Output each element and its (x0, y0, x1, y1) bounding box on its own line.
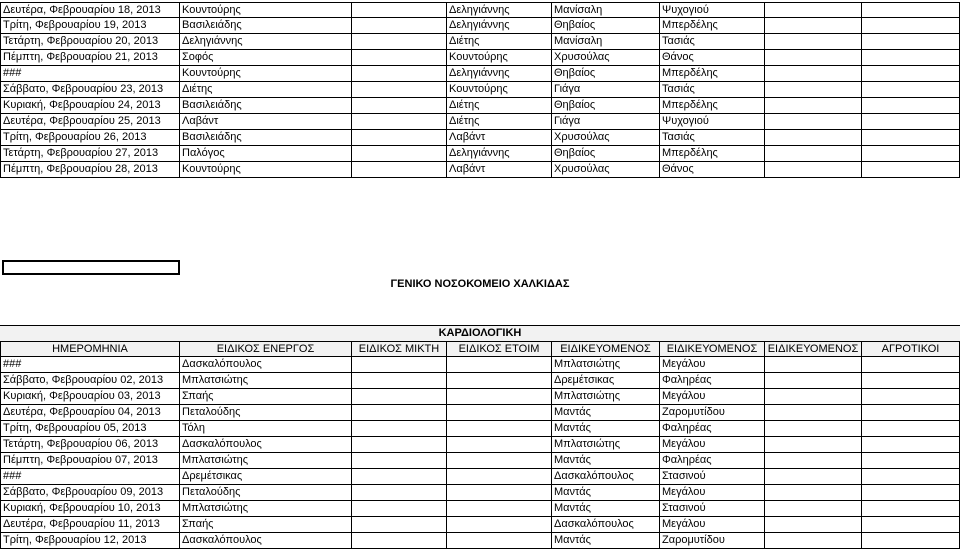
cardiology-row (0, 357, 960, 373)
staff-cell[interactable] (352, 453, 447, 469)
staff-cell[interactable]: Βασιλειάδης (180, 18, 352, 34)
staff-cell[interactable] (352, 2, 447, 18)
cardiology-row (0, 405, 960, 421)
staff-cell[interactable]: Κουντούρης (180, 66, 352, 82)
staff-cell[interactable]: Μαντάς (552, 533, 660, 549)
date-cell[interactable]: Δευτέρα, Φεβρουαρίου 04, 2013 (0, 405, 180, 421)
staff-cell[interactable]: Βασιλειάδης (180, 130, 352, 146)
staff-cell[interactable] (862, 130, 960, 146)
date-cell[interactable]: Σάββατο, Φεβρουαρίου 02, 2013 (0, 373, 180, 389)
staff-cell[interactable]: Δρεμέτσικας (180, 469, 352, 485)
column-header[interactable]: ΑΓΡΟΤΙΚΟΙ (862, 341, 960, 357)
staff-cell[interactable] (352, 389, 447, 405)
hospital-title: ΓΕΝΙΚΟ ΝΟΣΟΚΟΜΕΙΟ ΧΑΛΚΙΔΑΣ (390, 278, 570, 290)
staff-cell[interactable]: Κουντούρης (447, 50, 552, 66)
staff-cell[interactable]: Θηβαίος (552, 66, 660, 82)
staff-cell[interactable]: Δρεμέτσικας (552, 373, 660, 389)
date-cell[interactable]: Σάββατο, Φεβρουαρίου 09, 2013 (0, 485, 180, 501)
staff-cell[interactable] (352, 469, 447, 485)
staff-cell[interactable]: Θηβαίος (552, 146, 660, 162)
staff-cell[interactable] (447, 533, 552, 549)
cardiology-row (0, 373, 960, 389)
date-cell[interactable]: Κυριακή, Φεβρουαρίου 03, 2013 (0, 389, 180, 405)
schedule-row (0, 114, 960, 130)
staff-cell[interactable] (352, 114, 447, 130)
cardiology-row (0, 485, 960, 501)
staff-cell[interactable]: Μπερδέλης (660, 66, 765, 82)
column-header[interactable]: ΕΙΔΙΚΟΣ ΜΙΚΤΗ (352, 341, 447, 357)
staff-cell[interactable] (862, 485, 960, 501)
date-cell[interactable]: ### (0, 469, 180, 485)
staff-cell[interactable]: Δεληγιάννης (447, 2, 552, 18)
date-cell[interactable]: Τρίτη, Φεβρουαρίου 26, 2013 (0, 130, 180, 146)
staff-cell[interactable]: Τασιάς (660, 130, 765, 146)
staff-cell[interactable]: Λαβάντ (180, 114, 352, 130)
schedule-row (0, 146, 960, 162)
cardiology-row (0, 453, 960, 469)
staff-cell[interactable]: Σπαής (180, 389, 352, 405)
staff-cell[interactable]: Μαντάς (552, 421, 660, 437)
staff-cell[interactable] (352, 421, 447, 437)
staff-cell[interactable]: Δασκαλόπουλος (180, 357, 352, 373)
staff-cell[interactable] (765, 421, 862, 437)
staff-cell[interactable] (447, 453, 552, 469)
staff-cell[interactable]: Λαβάντ (447, 162, 552, 178)
staff-cell[interactable] (862, 357, 960, 373)
cardiology-row (0, 437, 960, 453)
staff-cell[interactable]: Δασκαλόπουλος (180, 533, 352, 549)
staff-cell[interactable]: Μεγάλου (660, 437, 765, 453)
staff-cell[interactable]: Δεληγιάννης (447, 146, 552, 162)
schedule-row (0, 162, 960, 178)
staff-cell[interactable] (765, 517, 862, 533)
staff-cell[interactable] (765, 501, 862, 517)
staff-cell[interactable] (352, 533, 447, 549)
staff-cell[interactable]: Θάνος (660, 50, 765, 66)
schedule-row (0, 66, 960, 82)
date-cell[interactable]: Πέμπτη, Φεβρουαρίου 28, 2013 (0, 162, 180, 178)
column-header[interactable]: ΕΙΔΙΚΟΣ ΕΤΟΙΜ (447, 341, 552, 357)
staff-cell[interactable]: Δασκαλόπουλος (552, 469, 660, 485)
date-cell[interactable]: Σάββατο, Φεβρουαρίου 23, 2013 (0, 82, 180, 98)
staff-cell[interactable] (862, 162, 960, 178)
staff-cell[interactable]: Μεγάλου (660, 389, 765, 405)
staff-cell[interactable]: Θάνος (660, 162, 765, 178)
staff-cell[interactable]: Ζαρομυτίδου (660, 405, 765, 421)
staff-cell[interactable]: Κουντούρης (447, 82, 552, 98)
staff-cell[interactable] (352, 50, 447, 66)
column-header[interactable]: ΕΙΔΙΚΟΣ ΕΝΕΡΓΟΣ (180, 341, 352, 357)
staff-cell[interactable]: Στασινού (660, 469, 765, 485)
staff-cell[interactable]: Μαντάς (552, 405, 660, 421)
column-header[interactable]: ΗΜΕΡΟΜΗΝΙΑ (0, 341, 180, 357)
staff-cell[interactable] (447, 469, 552, 485)
staff-cell[interactable] (447, 517, 552, 533)
staff-cell[interactable]: Μεγάλου (660, 357, 765, 373)
date-cell[interactable]: Δευτέρα, Φεβρουαρίου 18, 2013 (0, 2, 180, 18)
staff-cell[interactable]: Τασιάς (660, 34, 765, 50)
staff-cell[interactable]: Πεταλούδης (180, 405, 352, 421)
staff-cell[interactable] (862, 389, 960, 405)
staff-cell[interactable]: Πεταλούδης (180, 485, 352, 501)
staff-cell[interactable]: Μπλατσιώτης (552, 389, 660, 405)
staff-cell[interactable] (352, 501, 447, 517)
staff-cell[interactable] (352, 66, 447, 82)
staff-cell[interactable]: Βασιλειάδης (180, 98, 352, 114)
staff-cell[interactable] (352, 34, 447, 50)
staff-cell[interactable]: Φαληρέας (660, 421, 765, 437)
staff-cell[interactable]: Στασινού (660, 501, 765, 517)
staff-cell[interactable] (765, 34, 862, 50)
staff-cell[interactable]: Μεγάλου (660, 485, 765, 501)
staff-cell[interactable]: Ψυχογιού (660, 2, 765, 18)
staff-cell[interactable] (862, 533, 960, 549)
schedule-row (0, 2, 960, 18)
schedule-row (0, 82, 960, 98)
staff-cell[interactable]: Ζαρομυτίδου (660, 533, 765, 549)
staff-cell[interactable] (765, 66, 862, 82)
staff-cell[interactable]: Δεληγιάννης (180, 34, 352, 50)
staff-cell[interactable] (352, 517, 447, 533)
staff-cell[interactable] (862, 50, 960, 66)
staff-cell[interactable]: Χρυσούλας (552, 130, 660, 146)
staff-cell[interactable] (765, 146, 862, 162)
staff-cell[interactable] (447, 485, 552, 501)
cardiology-row (0, 389, 960, 405)
staff-cell[interactable]: Μεγάλου (660, 517, 765, 533)
staff-cell[interactable] (447, 405, 552, 421)
staff-cell[interactable] (352, 162, 447, 178)
department-title: ΚΑΡΔΙΟΛΟΓΙΚΗ (0, 325, 960, 341)
date-cell[interactable]: Τετάρτη, Φεβρουαρίου 27, 2013 (0, 146, 180, 162)
staff-cell[interactable]: Μπερδέλης (660, 98, 765, 114)
cardiology-row (0, 517, 960, 533)
staff-cell[interactable] (862, 66, 960, 82)
staff-cell[interactable] (862, 18, 960, 34)
date-cell[interactable]: Τετάρτη, Φεβρουαρίου 20, 2013 (0, 34, 180, 50)
staff-cell[interactable]: Μαντάς (552, 453, 660, 469)
staff-cell[interactable] (765, 162, 862, 178)
date-cell[interactable]: Δευτέρα, Φεβρουαρίου 11, 2013 (0, 517, 180, 533)
date-cell[interactable]: Τετάρτη, Φεβρουαρίου 06, 2013 (0, 437, 180, 453)
upper-schedule-table (0, 2, 960, 178)
staff-cell[interactable] (862, 469, 960, 485)
staff-cell[interactable] (862, 437, 960, 453)
staff-cell[interactable] (862, 98, 960, 114)
staff-cell[interactable]: Δεληγιάννης (447, 66, 552, 82)
staff-cell[interactable]: Φαληρέας (660, 373, 765, 389)
staff-cell[interactable]: Μανίσαλη (552, 2, 660, 18)
staff-cell[interactable] (447, 437, 552, 453)
empty-bordered-cell[interactable] (2, 260, 180, 275)
staff-cell[interactable] (447, 501, 552, 517)
schedule-row (0, 50, 960, 66)
date-cell[interactable]: ### (0, 66, 180, 82)
schedule-row (0, 34, 960, 50)
staff-cell[interactable]: Μπερδέλης (660, 146, 765, 162)
staff-cell[interactable] (862, 34, 960, 50)
cardiology-row (0, 469, 960, 485)
staff-cell[interactable]: Κουντούρης (180, 2, 352, 18)
staff-cell[interactable]: Σοφός (180, 50, 352, 66)
staff-cell[interactable] (352, 82, 447, 98)
staff-cell[interactable] (862, 373, 960, 389)
staff-cell[interactable]: Θηβαίος (552, 18, 660, 34)
staff-cell[interactable]: Φαληρέας (660, 453, 765, 469)
staff-cell[interactable]: Χρυσούλας (552, 50, 660, 66)
staff-cell[interactable] (862, 405, 960, 421)
staff-cell[interactable]: Μπλατσιώτης (180, 501, 352, 517)
staff-cell[interactable]: Διέτης (180, 82, 352, 98)
staff-cell[interactable] (352, 98, 447, 114)
staff-cell[interactable] (765, 18, 862, 34)
staff-cell[interactable] (862, 453, 960, 469)
staff-cell[interactable]: Σπαής (180, 517, 352, 533)
staff-cell[interactable] (352, 437, 447, 453)
staff-cell[interactable] (765, 130, 862, 146)
column-header[interactable]: ΕΙΔΙΚΕΥΟΜΕΝΟΣ (660, 341, 765, 357)
staff-cell[interactable]: Μαντάς (552, 485, 660, 501)
staff-cell[interactable] (447, 357, 552, 373)
date-cell[interactable]: Πέμπτη, Φεβρουαρίου 07, 2013 (0, 453, 180, 469)
staff-cell[interactable] (862, 421, 960, 437)
staff-cell[interactable]: Κουντούρης (180, 162, 352, 178)
staff-cell[interactable] (765, 357, 862, 373)
staff-cell[interactable] (765, 2, 862, 18)
staff-cell[interactable]: Μπλατσιώτης (552, 437, 660, 453)
staff-cell[interactable] (765, 453, 862, 469)
staff-cell[interactable] (765, 98, 862, 114)
date-cell[interactable]: Κυριακή, Φεβρουαρίου 24, 2013 (0, 98, 180, 114)
staff-cell[interactable]: Μανίσαλη (552, 34, 660, 50)
staff-cell[interactable] (352, 130, 447, 146)
staff-cell[interactable] (765, 405, 862, 421)
date-cell[interactable]: Κυριακή, Φεβρουαρίου 10, 2013 (0, 501, 180, 517)
staff-cell[interactable] (447, 373, 552, 389)
staff-cell[interactable]: Παλόγος (180, 146, 352, 162)
staff-cell[interactable]: Διέτης (447, 34, 552, 50)
staff-cell[interactable] (352, 405, 447, 421)
cardiology-row (0, 533, 960, 549)
staff-cell[interactable] (765, 389, 862, 405)
staff-cell[interactable]: Ψυχογιού (660, 114, 765, 130)
schedule-row (0, 98, 960, 114)
date-cell[interactable]: Δευτέρα, Φεβρουαρίου 25, 2013 (0, 114, 180, 130)
staff-cell[interactable]: Δασκαλόπουλος (180, 437, 352, 453)
staff-cell[interactable]: Τασιάς (660, 82, 765, 98)
staff-cell[interactable]: Μπλατσιώτης (180, 453, 352, 469)
staff-cell[interactable] (862, 517, 960, 533)
date-cell[interactable]: Τρίτη, Φεβρουαρίου 12, 2013 (0, 533, 180, 549)
staff-cell[interactable] (765, 82, 862, 98)
staff-cell[interactable] (765, 114, 862, 130)
staff-cell[interactable] (765, 485, 862, 501)
staff-cell[interactable]: Χρυσούλας (552, 162, 660, 178)
staff-cell[interactable] (352, 18, 447, 34)
staff-cell[interactable] (862, 146, 960, 162)
staff-cell[interactable]: Μπλατσιώτης (180, 373, 352, 389)
schedule-row (0, 18, 960, 34)
staff-cell[interactable] (765, 50, 862, 66)
date-cell[interactable]: Πέμπτη, Φεβρουαρίου 21, 2013 (0, 50, 180, 66)
staff-cell[interactable] (862, 82, 960, 98)
staff-cell[interactable] (447, 421, 552, 437)
staff-cell[interactable]: Μπλατσιώτης (552, 357, 660, 373)
staff-cell[interactable]: Δεληγιάννης (447, 18, 552, 34)
cardiology-row (0, 421, 960, 437)
schedule-row (0, 130, 960, 146)
column-header[interactable]: ΕΙΔΙΚΕΥΟΜΕΝΟΣ (552, 341, 660, 357)
staff-cell[interactable] (352, 146, 447, 162)
date-cell[interactable]: Τρίτη, Φεβρουαρίου 19, 2013 (0, 18, 180, 34)
staff-cell[interactable] (765, 437, 862, 453)
staff-cell[interactable] (352, 373, 447, 389)
staff-cell[interactable] (447, 389, 552, 405)
staff-cell[interactable] (765, 373, 862, 389)
staff-cell[interactable]: Μπερδέλης (660, 18, 765, 34)
staff-cell[interactable] (352, 357, 447, 373)
staff-cell[interactable]: Τόλη (180, 421, 352, 437)
staff-cell[interactable]: Μαντάς (552, 501, 660, 517)
date-cell[interactable]: Τρίτη, Φεβρουαρίου 05, 2013 (0, 421, 180, 437)
staff-cell[interactable]: Λαβάντ (447, 130, 552, 146)
header-row (0, 341, 960, 357)
staff-cell[interactable]: Γιάγα (552, 82, 660, 98)
staff-cell[interactable]: Διέτης (447, 114, 552, 130)
column-header[interactable]: ΕΙΔΙΚΕΥΟΜΕΝΟΣ (765, 341, 862, 357)
cardiology-schedule-table (0, 341, 960, 549)
staff-cell[interactable] (765, 533, 862, 549)
cardiology-row (0, 501, 960, 517)
staff-cell[interactable]: Διέτης (447, 98, 552, 114)
staff-cell[interactable] (862, 501, 960, 517)
staff-cell[interactable]: Γιάγα (552, 114, 660, 130)
staff-cell[interactable] (862, 114, 960, 130)
staff-cell[interactable]: Θηβαίος (552, 98, 660, 114)
staff-cell[interactable] (765, 469, 862, 485)
staff-cell[interactable] (352, 485, 447, 501)
staff-cell[interactable]: Δασκαλόπουλος (552, 517, 660, 533)
date-cell[interactable]: ### (0, 357, 180, 373)
staff-cell[interactable] (862, 2, 960, 18)
